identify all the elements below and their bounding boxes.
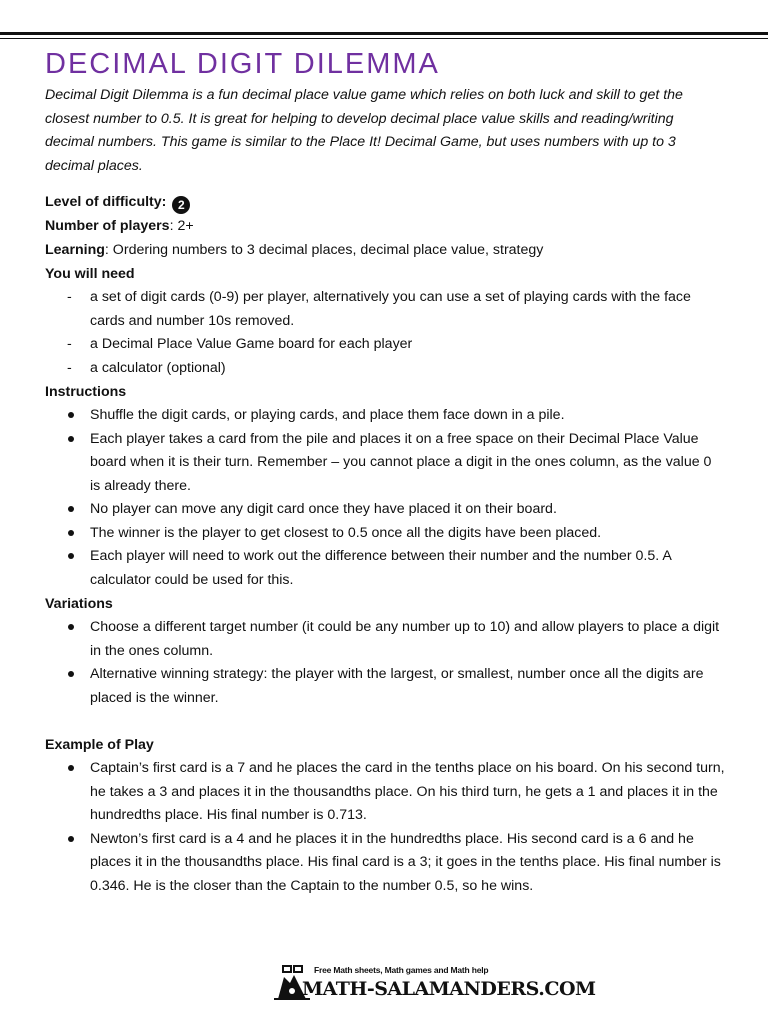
bullet-icon bbox=[68, 436, 74, 442]
difficulty-badge: 2 bbox=[172, 196, 190, 214]
dash-marker: - bbox=[67, 289, 72, 305]
top-rule-thin bbox=[0, 38, 768, 39]
players-label: Number of players bbox=[45, 218, 170, 234]
players-line bbox=[45, 214, 725, 238]
list-item-text: Captain’s first card is a 7 and he places the card in the tenths place on his board. On his second turn, he takes a 3 and places it in the thousandths place. On his third turn, he gets a 1 and places it in the hundredths place. His final number is 0.713. bbox=[90, 760, 725, 823]
list-item bbox=[45, 757, 725, 828]
dash-marker: - bbox=[67, 359, 72, 376]
list-item bbox=[45, 663, 725, 710]
variations-heading: Variations bbox=[45, 596, 113, 612]
difficulty-line bbox=[45, 190, 725, 214]
learning-line bbox=[45, 238, 725, 262]
list-item bbox=[45, 522, 725, 546]
intro-paragraph: Decimal Digit Dilemma is a fun decimal place value game which relies on both luck and skill to get the closest number to 0.5. It is great for helping to develop decimal place value skills and reading/writing decimal numbers. This game is similar to the Place It! Decimal Game, but uses numbers with up to 3 decimal places. bbox=[45, 87, 683, 174]
footer-brand: MATH-SALAMANDERS.COM bbox=[302, 978, 596, 1000]
list-item-text: Newton’s first card is a 4 and he places it in the hundredths place. His second card is a 6 and he places it in the thousandths place. His final card is a 3; it goes in the tenths place. His final number is 0.346. He is the closer than the Captain to the number 0.5, so he wins. bbox=[90, 830, 721, 894]
bullet-icon bbox=[68, 506, 74, 512]
example-list bbox=[45, 757, 725, 898]
bullet-icon bbox=[68, 412, 74, 418]
list-item-text: a Decimal Place Value Game board for each player bbox=[90, 336, 413, 352]
top-rule-thick bbox=[0, 32, 768, 35]
example-heading: Example of Play bbox=[45, 737, 154, 753]
list-item-text: Choose a different target number (it could be any number up to 10) and allow players to place a digit in the ones column. bbox=[90, 619, 720, 659]
list-item bbox=[45, 428, 725, 499]
you-will-need-list bbox=[45, 286, 725, 380]
bullet-icon bbox=[68, 836, 74, 842]
list-item bbox=[45, 545, 725, 592]
list-item bbox=[45, 333, 725, 357]
list-item-text: Each player will need to work out the difference between their number and the number 0.5. A calculator could be used for this. bbox=[90, 548, 671, 588]
list-item bbox=[45, 828, 725, 899]
bullet-icon bbox=[68, 530, 74, 536]
list-item-text: a set of digit cards (0-9) per player, alternatively you can use a set of playing cards with the face cards and number 10s removed. bbox=[90, 289, 691, 329]
players-value: : 2+ bbox=[169, 218, 194, 234]
section-gap bbox=[45, 710, 725, 733]
bullet-icon bbox=[68, 671, 74, 677]
bullet-icon bbox=[68, 765, 74, 771]
list-item bbox=[45, 286, 725, 333]
list-item-text: The winner is the player to get closest to 0.5 once all the digits have been placed. bbox=[90, 524, 602, 541]
learning-label: Learning bbox=[45, 242, 105, 258]
page-title: DECIMAL DIGIT DILEMMA bbox=[45, 48, 440, 80]
instructions-heading: Instructions bbox=[45, 384, 127, 400]
instructions-list bbox=[45, 404, 725, 592]
list-item-text: Each player takes a card from the pile and places it on a free space on their Decimal Place Value board when it is their turn. Remember – you cannot place a digit in the ones column, as the value 0 is already there. bbox=[90, 430, 712, 494]
list-item bbox=[45, 357, 725, 381]
bullet-icon bbox=[68, 553, 74, 559]
dash-marker: - bbox=[67, 336, 72, 352]
footer-tagline: Free Math sheets, Math games and Math help bbox=[314, 965, 489, 975]
list-item-text: a calculator (optional) bbox=[90, 359, 226, 376]
list-item bbox=[45, 498, 725, 522]
list-item bbox=[45, 404, 725, 428]
bullet-icon bbox=[68, 624, 74, 630]
list-item-text: Alternative winning strategy: the player with the largest, or smallest, number once all the digits are placed is the winner. bbox=[90, 666, 704, 706]
learning-value: : Ordering numbers to 3 decimal places, decimal place value, strategy bbox=[104, 242, 544, 258]
list-item-text: Shuffle the digit cards, or playing cards, and place them face down in a pile. bbox=[90, 407, 565, 423]
you-will-need-heading: You will need bbox=[45, 266, 135, 282]
worksheet-content bbox=[45, 44, 725, 898]
difficulty-label: Level of difficulty: bbox=[45, 194, 167, 210]
list-item bbox=[45, 616, 725, 663]
footer-logo bbox=[272, 963, 596, 1003]
list-item-text: No player can move any digit card once they have placed it on their board. bbox=[90, 501, 557, 517]
variations-list bbox=[45, 616, 725, 710]
